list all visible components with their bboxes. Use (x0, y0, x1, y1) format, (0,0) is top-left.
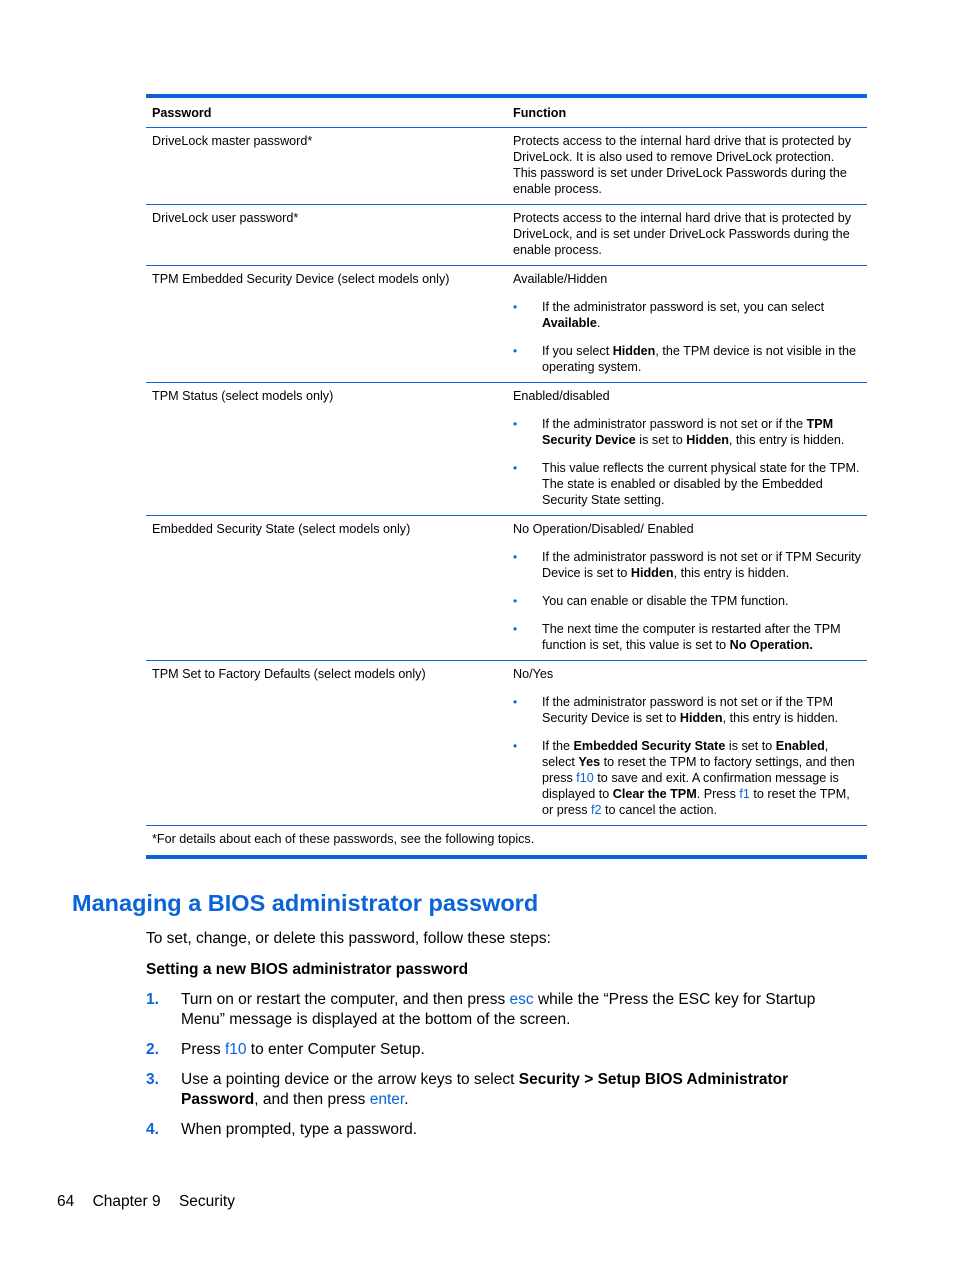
bold-text: No Operation. (729, 638, 813, 652)
step-item (146, 1120, 846, 1140)
page-number: 64 (57, 1193, 75, 1210)
function-text: No/Yes (513, 667, 554, 681)
chapter-title: Security (178, 1193, 235, 1210)
text-run: to reset the TPM, or press (542, 787, 850, 817)
table-row (146, 661, 867, 825)
step-item (146, 1040, 846, 1060)
text-run: If the (542, 739, 574, 753)
step-number: 4. (146, 1121, 159, 1138)
key-link[interactable]: f2 (591, 803, 602, 817)
bullet-icon: • (513, 344, 518, 358)
password-function (507, 271, 867, 375)
text-run: to cancel the action. (601, 803, 718, 817)
step-item (146, 990, 846, 1030)
bold-text: Clear the TPM (612, 787, 697, 801)
table-row (146, 383, 867, 515)
bold-text: Enabled (775, 739, 825, 753)
text-run: is set to (635, 433, 687, 447)
table-bottom-rule (146, 855, 867, 859)
text-run: If the administrator password is not set or if the (542, 417, 807, 431)
text-run: If the administrator password is not set or if the TPM Security Device is set to (542, 695, 833, 725)
bullet-icon: • (513, 417, 518, 431)
bullet-icon: • (513, 300, 518, 314)
list-item (513, 738, 861, 818)
text-run: , select (542, 739, 829, 769)
table-row (146, 128, 867, 204)
text-run: , this entry is hidden. (673, 566, 790, 580)
text-run: , this entry is hidden. (722, 711, 839, 725)
function-text: Protects access to the internal hard drive that is protected by DriveLock, and is set under DriveLock Passwords during the enable process. (513, 211, 852, 257)
list-item (513, 343, 861, 375)
text-run: , this entry is hidden. (728, 433, 845, 447)
list-item (513, 621, 861, 653)
bullet-icon: • (513, 594, 518, 608)
steps-list (146, 990, 846, 1150)
function-bullets (513, 416, 861, 508)
password-name: Embedded Security State (select models only) (152, 522, 411, 536)
key-link[interactable]: f1 (739, 787, 750, 801)
password-name: DriveLock master password* (152, 134, 313, 148)
step-number: 3. (146, 1071, 159, 1088)
bullet-icon: • (513, 739, 518, 753)
bold-text: Hidden (612, 344, 656, 358)
password-function (507, 666, 867, 818)
list-item (513, 694, 861, 726)
bold-text: Security > Setup BIOS Administrator Password (181, 1071, 789, 1108)
list-item (513, 593, 861, 609)
password-name: TPM Status (select models only) (152, 389, 334, 403)
text-run: , and then press (254, 1091, 370, 1108)
list-item (513, 299, 861, 331)
function-bullets (513, 299, 861, 375)
header-function: Function (513, 106, 567, 120)
bullet-icon: • (513, 461, 518, 475)
text-run: This value reflects the current physical state for the TPM. The state is enabled or disabled by the Embedded Security State setting. (542, 461, 860, 507)
table-body (146, 128, 867, 826)
bullet-icon: • (513, 622, 518, 636)
table-row (146, 516, 867, 660)
key-link[interactable]: f10 (224, 1041, 247, 1058)
section-subhead: Setting a new BIOS administrator password (146, 961, 469, 978)
bold-text: Yes (578, 755, 601, 769)
header-password: Password (152, 106, 212, 120)
text-run: while the “Press the ESC key for Startup Menu” message is displayed at the bottom of the screen. (181, 991, 816, 1028)
list-item (513, 416, 861, 448)
password-name: TPM Embedded Security Device (select models only) (152, 272, 450, 286)
function-text: No Operation/Disabled/ Enabled (513, 522, 694, 536)
bold-text: TPM Security Device (542, 417, 834, 447)
key-link[interactable]: f10 (576, 771, 594, 785)
text-run: When prompted, type a password. (181, 1121, 418, 1138)
section-intro: To set, change, or delete this password, follow these steps: (146, 930, 551, 947)
bold-text: Hidden (630, 566, 674, 580)
bullet-icon: • (513, 695, 518, 709)
password-function (507, 210, 867, 258)
text-run: to reset the TPM to factory settings, and then press (542, 755, 855, 785)
text-run: is set to (725, 739, 776, 753)
section-title: Managing a BIOS administrator password (72, 890, 539, 916)
text-run: Use a pointing device or the arrow keys to select (181, 1071, 519, 1088)
function-text: Available/Hidden (513, 272, 608, 286)
password-name: TPM Set to Factory Defaults (select models only) (152, 667, 426, 681)
text-run: Turn on or restart the computer, and then press (181, 991, 510, 1008)
password-function (507, 521, 867, 653)
text-run: If you select (542, 344, 613, 358)
bold-text: Available (542, 316, 597, 330)
list-item (513, 549, 861, 581)
key-link[interactable]: esc (509, 991, 534, 1008)
list-item (513, 460, 861, 508)
bold-text: Hidden (679, 711, 723, 725)
function-text: Protects access to the internal hard drive that is protected by DriveLock. It is also used to remove DriveLock protection. This password is set under DriveLock Passwords during the enable process. (513, 134, 852, 196)
table-footnote: *For details about each of these passwords, see the following topics. (152, 832, 535, 846)
function-text: Enabled/disabled (513, 389, 610, 403)
function-bullets (513, 694, 861, 818)
text-run: . Press (696, 787, 740, 801)
step-number: 2. (146, 1041, 159, 1058)
chapter-label: Chapter 9 (92, 1193, 161, 1210)
bold-text: Embedded Security State (573, 739, 726, 753)
function-bullets (513, 549, 861, 653)
text-run: If the administrator password is set, you can select (542, 300, 825, 314)
bold-text: Hidden (686, 433, 729, 447)
password-function (507, 133, 867, 197)
table-row (146, 205, 867, 265)
text-run: . (596, 316, 601, 330)
page-footer (57, 1192, 249, 1212)
bullet-icon: • (513, 550, 518, 564)
table-header-row (146, 98, 867, 127)
text-run: Press (181, 1041, 225, 1058)
password-table (146, 94, 867, 859)
text-run: You can enable or disable the TPM function. (542, 594, 789, 608)
text-run: . (404, 1091, 409, 1108)
password-name: DriveLock user password* (152, 211, 299, 225)
table-row (146, 266, 867, 382)
key-link[interactable]: enter (369, 1091, 405, 1108)
text-run: The next time the computer is restarted after the TPM function is set, this value is set to (542, 622, 841, 652)
step-number: 1. (146, 991, 159, 1008)
text-run: , the TPM device is not visible in the operating system. (542, 344, 857, 374)
password-function (507, 388, 867, 508)
text-run: If the administrator password is not set or if TPM Security Device is set to (542, 550, 861, 580)
text-run: to enter Computer Setup. (246, 1041, 425, 1058)
step-item (146, 1070, 846, 1110)
text-run: to save and exit. A confirmation message is displayed to (542, 771, 839, 801)
